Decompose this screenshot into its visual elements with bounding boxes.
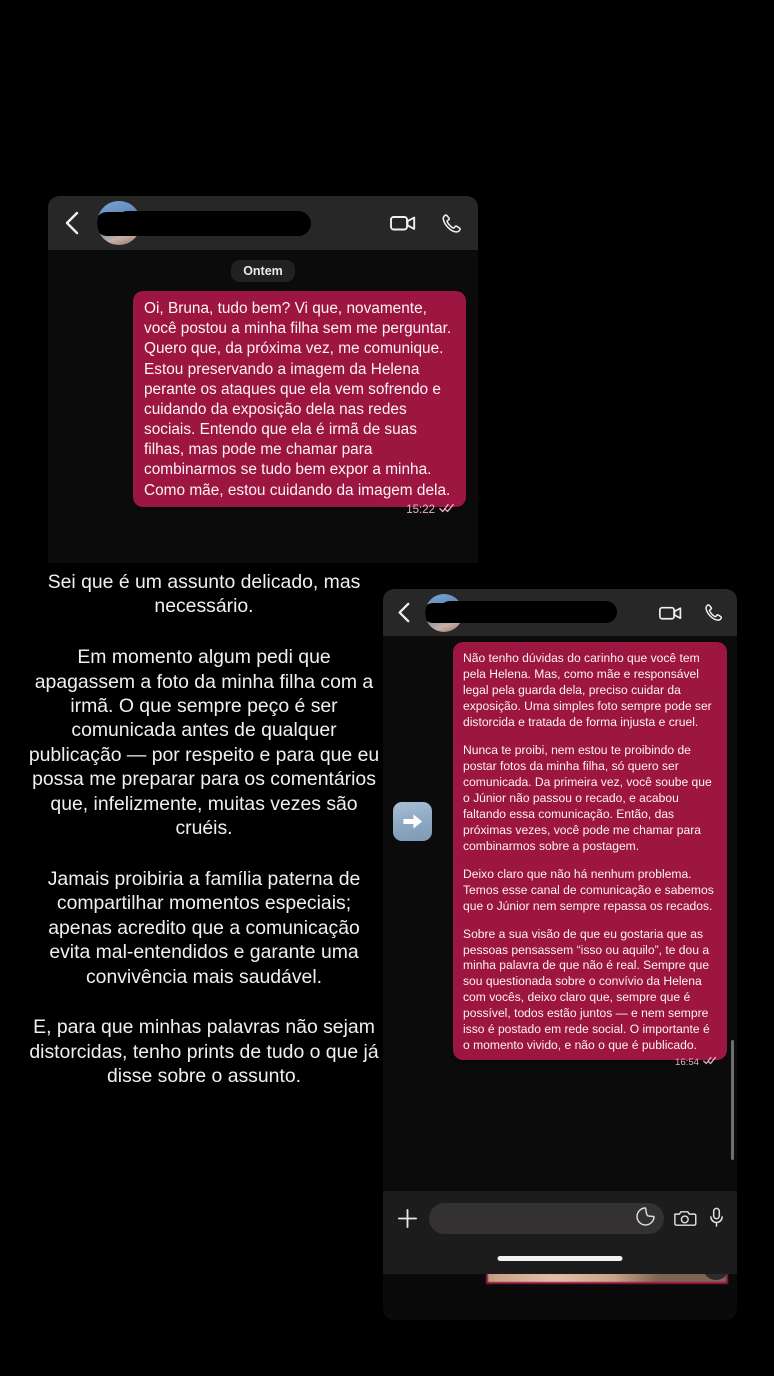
message-bubble-outgoing[interactable] (133, 291, 466, 516)
chat-body-one (48, 250, 478, 563)
message-meta (406, 503, 455, 518)
chat-body-two (383, 636, 737, 1274)
plus-icon[interactable] (396, 1207, 419, 1235)
date-divider: Ontem (231, 260, 295, 282)
contact-name-one[interactable] (141, 196, 390, 250)
caption-paragraph: E, para que minhas palavras não sejam distorcidas, tenho prints de tudo o que já disse sobre o assunto. (29, 1016, 379, 1087)
caption-paragraph: Sei que é um assunto delicado, mas necessário. (47, 571, 361, 618)
message-bubble-outgoing[interactable] (453, 642, 727, 1068)
message-text: Não tenho dúvidas do carinho que você tem pela Helena. Mas, como mãe e responsável legal pela guarda dela, preciso cuidar da exposição. Uma simples foto sempre pode ser distorcida e tratada de forma injusta e cruel. (463, 651, 712, 729)
whatsapp-screenshot-one (48, 196, 478, 563)
message-time: 15:22 (406, 503, 435, 516)
message-input-bar (383, 1191, 737, 1274)
right-arrow-emoji (393, 802, 432, 841)
double-check-icon (703, 1056, 717, 1070)
redaction-bar (439, 601, 617, 623)
message-text: Oi, Bruna, tudo bem? Vi que, novamente, você postou a minha filha sem me perguntar. Quero que, da próxima vez, me comunique. Estou preservando a imagem da Helena perante os ataques que ela vem sofrendo e cuidando da exposição dela nas redes sociais. Entendo que ela é irmã de suas filhas, mas pode me chamar para combinarmos se tudo bem expor a minha. Como mãe, estou cuidando da imagem dela. (144, 300, 452, 499)
whatsapp-screenshot-two (383, 589, 737, 1320)
date-divider-row (48, 260, 478, 282)
double-check-icon (439, 503, 455, 518)
contact-name-two[interactable] (463, 589, 659, 636)
chevron-left-icon[interactable] (397, 602, 410, 623)
home-indicator (498, 1256, 623, 1261)
camera-icon[interactable] (674, 1209, 697, 1232)
message-input[interactable] (429, 1203, 664, 1234)
chat-header-two (383, 589, 737, 636)
message-text: Deixo claro que não há nenhum problema. Temos esse canal de comunicação e sabemos que o Júnior nem sempre repassa os recados. (463, 866, 714, 913)
message-time: 16:54 (674, 1056, 699, 1068)
message-text: Nunca te proibi, nem estou te proibindo de postar fotos da minha filha, só quero ser comunicada. Da primeira vez, você soube que o Júnior não passou o recado, e acabou faltando essa comunicação. Então, das próximas vezes, você pode me chamar para combinarmos sobre a postagem. (463, 742, 712, 853)
message-row (383, 636, 737, 1068)
video-camera-icon[interactable] (390, 214, 416, 232)
caption-paragraph: Em momento algum pedi que apagassem a foto da minha filha com a irmã. O que sempre peço é ser comunicada antes de qualquer publicação — por respeito e para que eu possa me preparar para os comentários que, infelizmente, muitas vezes são cruéis. (28, 646, 380, 840)
chevron-left-icon[interactable] (64, 211, 79, 235)
phone-icon[interactable] (441, 213, 462, 234)
phone-icon[interactable] (704, 603, 723, 622)
microphone-icon[interactable] (709, 1207, 724, 1233)
chat-header-one (48, 196, 478, 250)
story-caption (28, 570, 380, 1088)
message-text: Sobre a sua visão de que eu gostaria que as pessoas pensassem “isso ou aquilo”, te dou a minha palavra de que não é real. Sempre que sou questionada sobre o convívio da Helena com vocês, deixo claro que, sempre que é possível, todos estão juntos — e nem sempre isso é postado em rede social. O importante é o momento vivido, e não o que é publicado. (463, 926, 710, 1053)
video-camera-icon[interactable] (659, 605, 682, 621)
scrollbar-thumb[interactable] (731, 1040, 734, 1160)
redaction-bar (115, 211, 311, 236)
message-meta (675, 1056, 717, 1070)
caption-paragraph: Jamais proibiria a família paterna de compartilhar momentos especiais; apenas acredito que a comunicação evita mal-entendidos e garante uma convivência mais saudável. (47, 867, 361, 988)
sticker-icon[interactable] (636, 1207, 655, 1231)
